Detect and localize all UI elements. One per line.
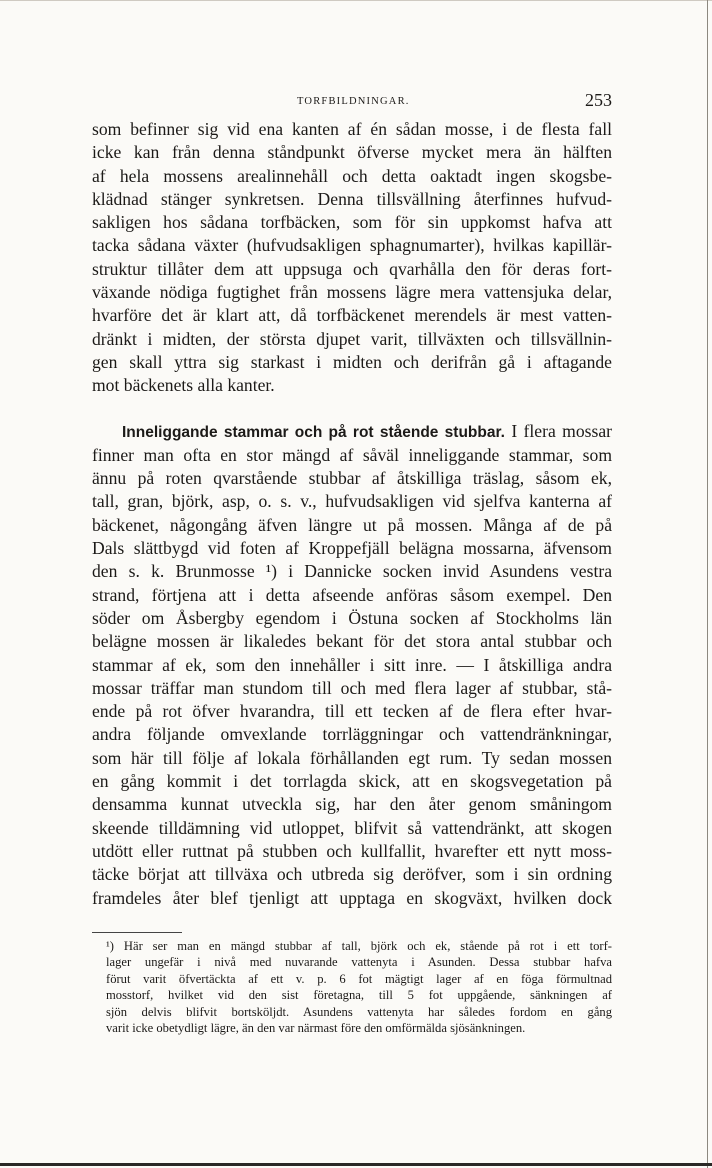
bottom-edge [0,1163,712,1166]
text-line: som här till följe af lokala förhållanden egt rum. Ty sedan mossen [92,747,612,768]
text-line: skeende tilldämning vid utloppet, blifvit så vattendränkt, att skogen [92,817,612,838]
text-line: finner man ofta en stor mängd af såväl inneliggande stammar, som [92,444,612,465]
text-line: icke kan från denna ståndpunkt öfverse mycket mera än hälften [92,142,612,163]
top-edge [0,0,712,1]
text-line: täcke börjat att tillväxa och utbreda sig deröfver, som i sin ordning [92,864,612,885]
footnote-line: varit icke obetydligt lägre, än den var närmast före den omförmälda sjösänkningen. [106,1021,526,1036]
text-line: klädnad stänger synkretsen. Denna tillsvällning återfinnes hufvud- [92,188,612,209]
text-line: framdeles åter blef tjenligt att upptaga en skogväxt, hvilken dock [92,887,612,908]
running-head: TORFBILDNINGAR. [297,96,410,107]
text-line: dränkt i midten, der största djupet varit, tillväxten och tillsvällnin- [92,328,612,349]
page-number: 253 [585,90,612,110]
section-heading-line [92,420,612,444]
text-line: som befinner sig vid ena kanten af én sådan mosse, i de flesta fall [92,119,612,139]
footnote-line: mosstorf, hvilket vid den sist företagna, till 5 fot uppgående, sänkningen af [106,988,612,1003]
text-line: stammar af ek, som den innehåller i sitt inre. — I åtskilliga andra [92,654,612,675]
body-text [92,118,612,910]
text-line: belägne mossen är likaledes bekant för det stora antal stubbar och [92,631,612,652]
text-line: mot bäckenets alla kanter. [92,375,275,396]
text-line: sakligen hos sådana torfbäcken, som för sin uppkomst hafva att [92,212,612,233]
text-line: gen skall yttra sig starkast i midten och derifrån gå i aftagande [92,351,612,372]
text-line: ännu på roten qvarstående stubbar af åtskilliga träslag, såsom ek, [92,468,612,489]
text-line: tacka sådana växter (hufvudsakligen sphagnumarter), hvilkas kapillär- [92,235,612,256]
paragraph-gap [92,398,612,420]
text-line: densamma kunnat utveckla sig, har den åter genom småningom [92,794,612,815]
footnote-line: lager ungefär i nivå med nuvarande vattenyta i Asunden. Dessa stubbar hafva [106,955,612,970]
footnote-line: förut varit öfvertäckta af ett v. p. 6 fot mägtigt lager af en föga förmultnad [106,971,612,986]
footnote-separator [92,932,182,933]
text-line: af hela mossens arealinnehåll och detta oaktadt ingen skogsbe- [92,165,612,186]
text-line: söder om Åsbergby egendom i Östuna socken af Stockholms län [92,607,612,628]
text-line: hvarföre det är klart att, då torfbäckenet merendels är mest vatten- [92,305,612,326]
text-line: utdött eller ruttnat på stubben och kullfallit, hvarefter ett nytt moss- [92,840,612,861]
text-line: växande nödiga fugtighet från mossens lägre mera vattensjuka delar, [92,282,612,303]
right-edge [707,0,708,1168]
text-line: ende på rot öfver hvarandra, till ett tecken af de flera efter hvar- [92,701,612,722]
text-line: tall, gran, björk, asp, o. s. v., hufvudsakligen vid sjelfva kanterna af [92,491,612,512]
text-line: bäckenet, någongång äfven längre ut på mossen. Många af de på [92,514,612,535]
text-line: en gång kommit i det torrlagda skick, att en skogsvegetation på [92,771,612,792]
footnote-line: ¹) Här ser man en mängd stubbar af tall, björk och ek, stående på rot i ett torf- [106,939,612,953]
text-line: den s. k. Brunmosse ¹) i Dannicke socken invid Asundens vestra [92,561,612,582]
text-line: Dals slättbygd vid foten af Kroppefjäll belägna mossarna, äfvensom [92,538,612,559]
text-line: andra följande omvexlande torrläggningar och vattendränkningar, [92,724,612,745]
heading-tail: I flera mossar [511,420,612,441]
footnote-line: sjön delvis blifvit bortsköljdt. Asundens vattenyta har således fordom en gång [106,1004,612,1019]
page-header [92,90,612,112]
text-line: mossar träffar man stundom till och med flera lager af stubbar, stå- [92,677,612,698]
text-line: strand, förtjena att i detta afseende anföras såsom exempel. Den [92,584,612,605]
section-heading: Inneliggande stammar och på rot stående stubbar. [122,423,505,441]
text-line: struktur tillåter dem att uppsuga och qvarhålla den för deras fort- [92,258,612,279]
footnote [92,938,612,1036]
